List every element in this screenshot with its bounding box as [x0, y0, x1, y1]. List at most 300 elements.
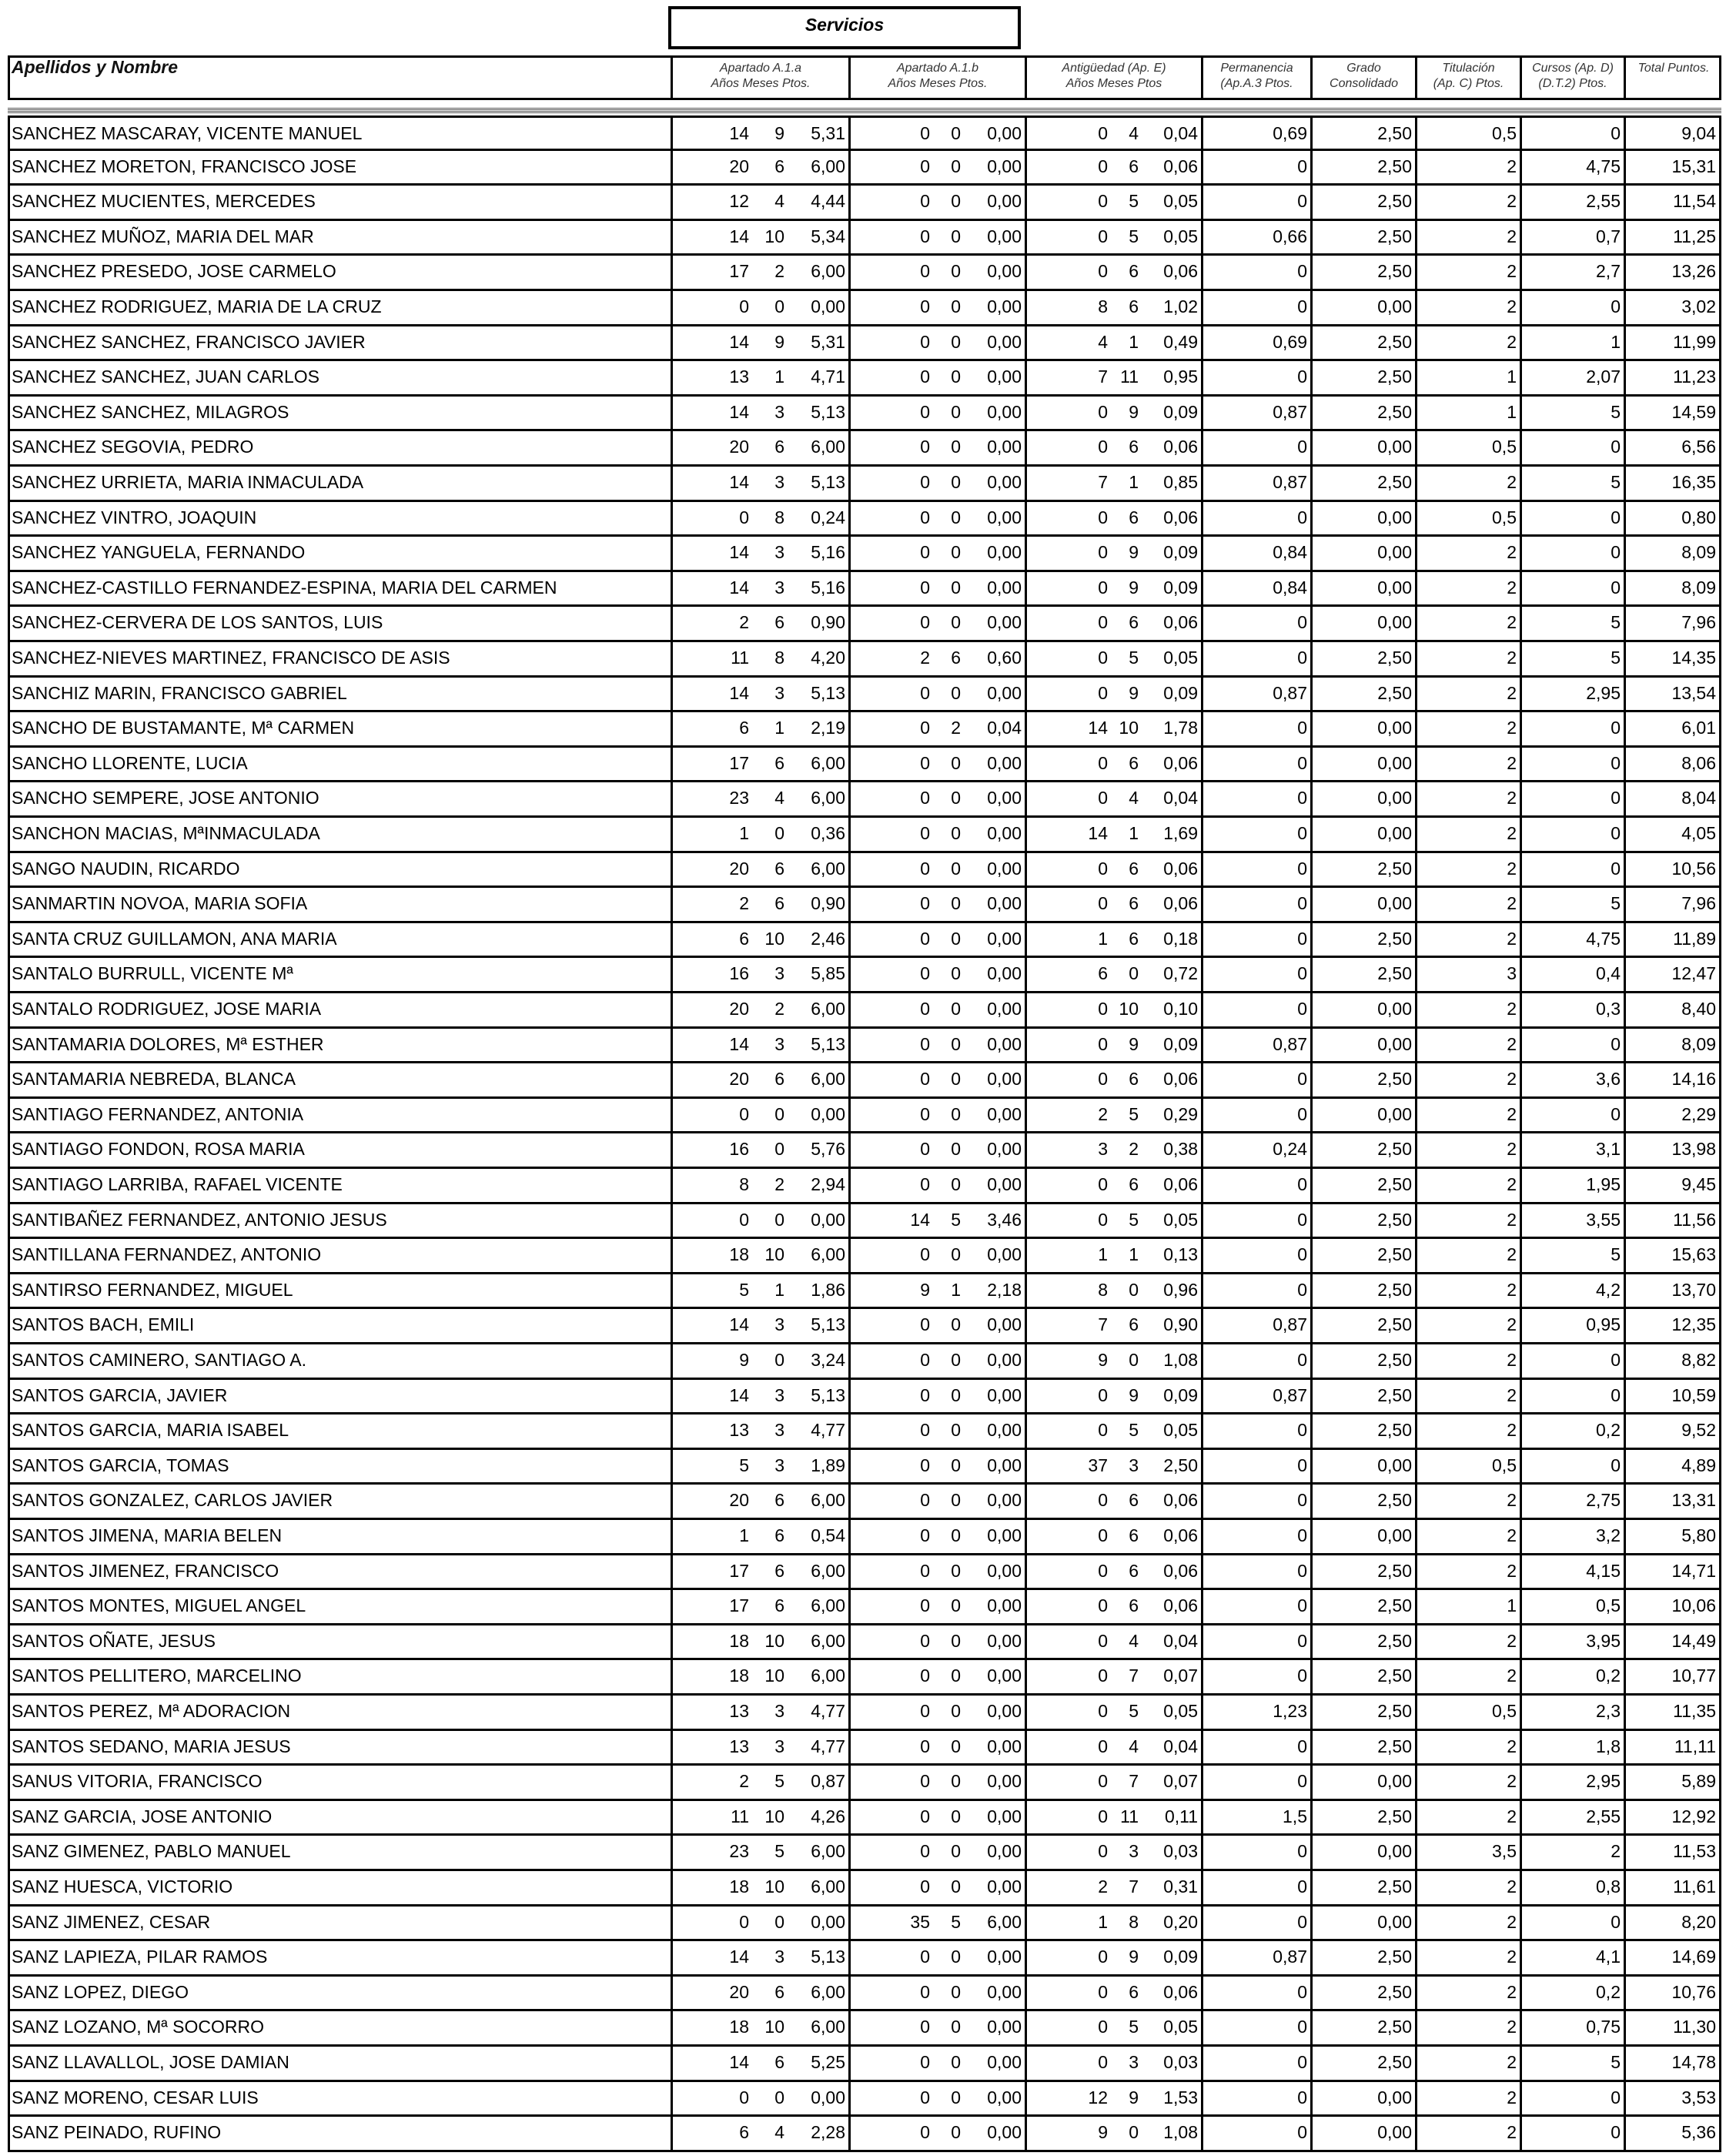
cell-value: 0,2: [1520, 1660, 1624, 1693]
cell-name: SANTIAGO FERNANDEZ, ANTONIA: [12, 1103, 304, 1124]
cell-value: 0,60: [987, 648, 1022, 668]
cell-value: 13: [671, 1731, 752, 1764]
cell-value: 5: [1520, 642, 1624, 675]
cell-value: 3: [1129, 2052, 1139, 2072]
cell-value: 8,40: [1624, 993, 1719, 1026]
cell-value: 0: [951, 1666, 961, 1686]
cell-value: 6: [951, 648, 961, 668]
cell-value: 2: [1415, 1169, 1520, 1202]
cell-value: 9: [1129, 401, 1139, 422]
cell-value: 2: [1415, 1344, 1520, 1378]
cell-value: 0: [1520, 748, 1624, 781]
cell-value: 2: [1415, 2047, 1520, 2080]
cell-value: 14: [848, 1204, 933, 1237]
cell-value: 4: [1129, 788, 1139, 808]
cell-name: SANZ GIMENEZ, PABLO MANUEL: [12, 1841, 291, 1862]
cell-value: 0: [848, 1590, 933, 1623]
cell-value: 0: [1201, 1169, 1310, 1202]
table-row: [8, 888, 1721, 923]
cell-name: SANCHO SEMPERE, JOSE ANTONIO: [12, 788, 319, 808]
cell-value: 0: [671, 502, 752, 535]
cell-name: SANCHEZ VINTRO, JOAQUIN: [12, 507, 257, 527]
cell-value: 10,76: [1624, 1977, 1719, 2010]
cell-value: 0,05: [1163, 1701, 1198, 1721]
cell-value: 20: [671, 431, 752, 464]
cell-value: 0: [1520, 1099, 1624, 1132]
cell-value: 5: [1129, 1209, 1139, 1230]
cell-value: 0,69: [1201, 326, 1310, 360]
cell-value: 0,00: [987, 1560, 1022, 1581]
table-row: [8, 326, 1721, 362]
cell-value: 0,06: [1163, 1174, 1198, 1194]
cell-value: 7: [1129, 1666, 1139, 1686]
table-row: [8, 1099, 1721, 1134]
cell-value: 6: [774, 1490, 784, 1511]
cell-value: 1,23: [1201, 1696, 1310, 1729]
cell-value: 0,00: [987, 999, 1022, 1019]
cell-value: 23: [671, 1836, 752, 1869]
cell-value: 0: [848, 1485, 933, 1518]
cell-value: 0: [1520, 572, 1624, 605]
cell-name: SANUS VITORIA, FRANCISCO: [12, 1771, 263, 1792]
cell-name: SANTA CRUZ GUILLAMON, ANA MARIA: [12, 928, 337, 949]
cell-value: 0,31: [1163, 1876, 1198, 1897]
cell-value: 0,00: [1310, 572, 1415, 605]
cell-value: 0,06: [1163, 156, 1198, 176]
cell-name: SANZ PEINADO, RUFINO: [12, 2122, 222, 2143]
cell-value: 8,82: [1624, 1344, 1719, 1378]
cell-value: 6,00: [811, 752, 845, 773]
cell-value: 6: [671, 923, 752, 956]
cell-value: 0: [848, 607, 933, 640]
cell-value: 2: [1415, 1309, 1520, 1342]
cell-value: 0: [1201, 818, 1310, 851]
table-row: [8, 1169, 1721, 1204]
cell-value: 0,00: [987, 1876, 1022, 1897]
cell-value: 2,50: [1310, 1977, 1415, 2010]
cell-value: 6,00: [811, 1876, 845, 1897]
cell-value: 3: [774, 1455, 784, 1475]
cell-value: 2: [1415, 326, 1520, 360]
cell-value: 0,00: [987, 2087, 1022, 2107]
table-row: [8, 1029, 1721, 1064]
cell-value: 0,06: [1163, 858, 1198, 879]
cell-value: 0,00: [987, 2017, 1022, 2037]
cell-value: 0,00: [987, 542, 1022, 563]
cell-value: 0: [1201, 291, 1310, 324]
cell-value: 0,03: [1163, 2052, 1198, 2072]
cell-value: 2,50: [1310, 2047, 1415, 2080]
cell-value: 0,05: [1163, 191, 1198, 212]
cell-value: 5: [951, 1911, 961, 1932]
cell-value: 4: [774, 2122, 784, 2143]
cell-value: 5: [1520, 888, 1624, 921]
cell-value: 14,16: [1624, 1063, 1719, 1096]
cell-value: 0,00: [1310, 537, 1415, 570]
cell-value: 0: [1025, 678, 1111, 711]
cell-value: 6: [1129, 261, 1139, 282]
table-row: [8, 116, 1721, 151]
cell-value: 0,00: [987, 788, 1022, 808]
cell-value: 0,00: [1310, 607, 1415, 640]
table-row: [8, 958, 1721, 993]
cell-value: 0: [848, 1063, 933, 1096]
cell-value: 0,05: [1163, 1420, 1198, 1441]
cell-value: 0: [1520, 502, 1624, 535]
cell-value: 0,75: [1520, 2011, 1624, 2044]
cell-value: 5: [1129, 1103, 1139, 1124]
cell-value: 5: [1520, 397, 1624, 430]
cell-value: 1: [1025, 923, 1111, 956]
cell-value: 14: [1025, 712, 1111, 745]
cell-value: 3: [774, 577, 784, 598]
table-row: [8, 2082, 1721, 2118]
cell-value: 2,3: [1520, 1696, 1624, 1729]
cell-value: 16: [671, 958, 752, 991]
cell-value: 0: [1520, 2117, 1624, 2150]
cell-value: 11,54: [1624, 186, 1719, 219]
cell-value: 7,96: [1624, 888, 1719, 921]
table-row: [8, 1696, 1721, 1731]
cell-value: 2: [1520, 1836, 1624, 1869]
cell-value: 0: [1025, 1414, 1111, 1448]
cell-value: 6: [774, 1525, 784, 1545]
cell-value: 0,5: [1415, 1696, 1520, 1729]
cell-value: 2,75: [1520, 1485, 1624, 1518]
cell-value: 0: [951, 1350, 961, 1370]
cell-value: 13,54: [1624, 678, 1719, 711]
cell-value: 5,13: [811, 1384, 845, 1405]
cell-value: 5,13: [811, 472, 845, 492]
cell-name: SANTIBAÑEZ FERNANDEZ, ANTONIO JESUS: [12, 1209, 387, 1230]
cell-value: 2: [1415, 1907, 1520, 1940]
cell-value: 0: [951, 1174, 961, 1194]
cell-value: 9,45: [1624, 1169, 1719, 1202]
col-permanencia: Permanencia (Ap.A.3 Ptos.: [1201, 58, 1310, 98]
cell-value: 3: [774, 542, 784, 563]
cell-value: 13,31: [1624, 1485, 1719, 1518]
table-row: [8, 2047, 1721, 2082]
cell-value: 13,98: [1624, 1133, 1719, 1167]
cell-value: 6: [1025, 958, 1111, 991]
cell-value: 2: [1415, 2082, 1520, 2115]
cell-value: 1,95: [1520, 1169, 1624, 1202]
cell-value: 5,34: [811, 226, 845, 246]
cell-value: 1: [774, 1279, 784, 1300]
cell-value: 0: [1201, 1204, 1310, 1237]
cell-value: 2,50: [1310, 1731, 1415, 1764]
table-row: [8, 1274, 1721, 1310]
cell-name: SANTOS BACH, EMILI: [12, 1314, 195, 1335]
cell-value: 5: [1520, 1239, 1624, 1272]
cell-name: SANCHEZ SANCHEZ, MILAGROS: [12, 401, 289, 422]
cell-value: 2: [1415, 572, 1520, 605]
cell-value: 0: [774, 1350, 784, 1370]
cell-value: 4: [1129, 123, 1139, 143]
cell-value: 5,13: [811, 682, 845, 703]
cell-value: 2,50: [1310, 221, 1415, 254]
cell-value: 9: [1129, 682, 1139, 703]
cell-value: 0,66: [1201, 221, 1310, 254]
cell-value: 0,00: [987, 893, 1022, 914]
cell-value: 0,00: [987, 1806, 1022, 1826]
cell-value: 2: [1025, 1099, 1111, 1132]
cell-value: 9: [774, 331, 784, 352]
table-row: [8, 151, 1721, 186]
cell-value: 0: [671, 291, 752, 324]
cell-value: 0,87: [1201, 1309, 1310, 1342]
cell-value: 0: [1520, 782, 1624, 815]
cell-value: 11,35: [1624, 1696, 1719, 1729]
cell-value: 0: [1025, 1696, 1111, 1729]
cell-value: 0,00: [987, 472, 1022, 492]
cell-value: 13,26: [1624, 256, 1719, 289]
cell-value: 6,00: [811, 2017, 845, 2037]
cell-value: 14: [671, 1380, 752, 1413]
cell-value: 0,09: [1163, 542, 1198, 563]
cell-value: 0: [1025, 572, 1111, 605]
cell-name: SANCHIZ MARIN, FRANCISCO GABRIEL: [12, 682, 347, 703]
cell-value: 1: [1025, 1907, 1111, 1940]
cell-value: 0: [1201, 923, 1310, 956]
cell-value: 5,36: [1624, 2117, 1719, 2150]
cell-value: 0: [848, 1414, 933, 1448]
cell-value: 0,00: [987, 963, 1022, 984]
cell-value: 0: [1201, 853, 1310, 886]
cell-value: 2: [848, 642, 933, 675]
cell-value: 14,49: [1624, 1625, 1719, 1659]
cell-value: 6: [1129, 1314, 1139, 1335]
cell-value: 6,00: [811, 1595, 845, 1616]
cell-value: 14: [671, 397, 752, 430]
cell-value: 0: [1201, 712, 1310, 745]
cell-value: 0,00: [1310, 1766, 1415, 1799]
cell-value: 1: [951, 1279, 961, 1300]
cell-value: 4,15: [1520, 1555, 1624, 1589]
cell-value: 0: [1520, 1029, 1624, 1062]
cell-value: 0: [774, 1209, 784, 1230]
cell-value: 0,07: [1163, 1771, 1198, 1792]
cell-value: 0,00: [987, 928, 1022, 949]
cell-value: 0: [1201, 151, 1310, 184]
cell-value: 3,02: [1624, 291, 1719, 324]
cell-value: 11,25: [1624, 221, 1719, 254]
cell-value: 0,00: [987, 296, 1022, 316]
cell-value: 2: [1415, 818, 1520, 851]
cell-value: 0,00: [811, 1103, 845, 1124]
cell-value: 2: [671, 607, 752, 640]
cell-value: 0,00: [1310, 1029, 1415, 1062]
cell-value: 0,00: [1310, 712, 1415, 745]
cell-value: 1: [774, 718, 784, 738]
table-row: [8, 431, 1721, 467]
cell-value: 0,00: [987, 1314, 1022, 1335]
cell-value: 6,00: [811, 156, 845, 176]
cell-value: 7: [1025, 467, 1111, 500]
cell-value: 0: [848, 1133, 933, 1167]
cell-value: 0,00: [987, 191, 1022, 212]
cell-value: 2: [1415, 2117, 1520, 2150]
cell-value: 0: [1201, 361, 1310, 394]
cell-value: 0: [1025, 1625, 1111, 1659]
cell-value: 1: [1129, 472, 1139, 492]
cell-value: 0,00: [987, 1701, 1022, 1721]
cell-value: 11,53: [1624, 1836, 1719, 1869]
cell-value: 0,00: [987, 507, 1022, 527]
cell-value: 2: [1415, 782, 1520, 815]
cell-value: 1,8: [1520, 1731, 1624, 1764]
cell-value: 0,29: [1163, 1103, 1198, 1124]
cell-value: 6,00: [811, 1666, 845, 1686]
cell-value: 0,69: [1201, 118, 1310, 149]
cell-value: 13: [671, 1414, 752, 1448]
cell-value: 0,00: [811, 1209, 845, 1230]
cell-value: 1: [1129, 331, 1139, 352]
cell-value: 0,84: [1201, 572, 1310, 605]
cell-value: 37: [1025, 1450, 1111, 1483]
cell-value: 2,46: [811, 928, 845, 949]
cell-value: 10: [764, 226, 784, 246]
table-row: [8, 1590, 1721, 1625]
double-rule-divider: [8, 108, 1721, 114]
cell-value: 8: [1025, 291, 1111, 324]
cell-value: 11,56: [1624, 1204, 1719, 1237]
cell-value: 11,89: [1624, 923, 1719, 956]
cell-value: 0: [848, 2011, 933, 2044]
cell-value: 0: [1520, 1907, 1624, 1940]
cell-value: 0,85: [1163, 472, 1198, 492]
cell-value: 4: [1129, 1736, 1139, 1756]
cell-value: 0: [848, 1801, 933, 1834]
cell-value: 0: [848, 537, 933, 570]
cell-value: 2: [1415, 1977, 1520, 2010]
cell-value: 0: [848, 1450, 933, 1483]
cell-value: 0: [1520, 431, 1624, 464]
cell-value: 0,10: [1163, 999, 1198, 1019]
cell-value: 0: [1201, 1660, 1310, 1693]
cell-value: 2,50: [1310, 1063, 1415, 1096]
table-row: [8, 993, 1721, 1029]
cell-value: 0: [951, 1069, 961, 1090]
cell-value: 0,00: [987, 261, 1022, 282]
cell-value: 2,50: [1310, 326, 1415, 360]
cell-name: SANCHEZ YANGUELA, FERNANDO: [12, 542, 306, 563]
table-row: [8, 1977, 1721, 2012]
cell-value: 0: [951, 928, 961, 949]
cell-value: 4,26: [811, 1806, 845, 1826]
cell-value: 2,50: [1310, 361, 1415, 394]
cell-value: 20: [671, 1977, 752, 2010]
cell-value: 0: [1201, 1766, 1310, 1799]
cell-value: 0: [848, 467, 933, 500]
cell-value: 3,5: [1415, 1836, 1520, 1869]
cell-value: 0,06: [1163, 1069, 1198, 1090]
cell-value: 12: [1025, 2082, 1111, 2115]
cell-value: 3: [1129, 1841, 1139, 1862]
cell-value: 0: [951, 401, 961, 422]
cell-value: 0,09: [1163, 401, 1198, 422]
cell-value: 0: [848, 151, 933, 184]
cell-value: 0,00: [987, 1384, 1022, 1405]
cell-value: 4,71: [811, 367, 845, 387]
cell-value: 0: [1520, 2082, 1624, 2115]
cell-value: 0,24: [1201, 1133, 1310, 1167]
cell-name: SANTALO BURRULL, VICENTE Mª: [12, 963, 293, 984]
cell-name: SANCHEZ MUCIENTES, MERCEDES: [12, 191, 316, 212]
cell-value: 0,72: [1163, 963, 1198, 984]
cell-value: 11: [1120, 367, 1139, 387]
cell-value: 6: [671, 712, 752, 745]
cell-name: SANCHEZ RODRIGUEZ, MARIA DE LA CRUZ: [12, 296, 382, 316]
cell-value: 14: [671, 2047, 752, 2080]
table-row: [8, 607, 1721, 642]
cell-value: 3: [774, 1420, 784, 1441]
cell-value: 9: [774, 123, 784, 143]
cell-value: 6: [1129, 156, 1139, 176]
col-antiguedad: Antigüedad (Ap. E) Años Meses Ptos: [1025, 58, 1201, 98]
cell-value: 0: [951, 1244, 961, 1265]
cell-value: 5: [774, 1771, 784, 1792]
cell-value: 0: [848, 118, 933, 149]
cell-value: 2: [1415, 1941, 1520, 1974]
cell-value: 2,18: [987, 1279, 1022, 1300]
cell-value: 2,50: [1310, 958, 1415, 991]
cell-value: 0,5: [1520, 1590, 1624, 1623]
cell-value: 0: [671, 1907, 752, 1940]
cell-value: 5: [1129, 1701, 1139, 1721]
table-row: [8, 397, 1721, 432]
cell-value: 6: [774, 437, 784, 457]
cell-value: 0,00: [1310, 748, 1415, 781]
cell-value: 2: [1415, 923, 1520, 956]
cell-value: 2: [1415, 1485, 1520, 1518]
cell-value: 17: [671, 256, 752, 289]
cell-value: 14: [1025, 818, 1111, 851]
cell-value: 2: [951, 718, 961, 738]
cell-value: 4: [1129, 1630, 1139, 1651]
cell-value: 0: [1520, 818, 1624, 851]
cell-value: 0: [1201, 1450, 1310, 1483]
table-row: [8, 1907, 1721, 1942]
cell-name: SANCHEZ-CASTILLO FERNANDEZ-ESPINA, MARIA DEL CARMEN: [12, 577, 557, 598]
cell-value: 2: [1415, 221, 1520, 254]
cell-value: 0: [951, 1420, 961, 1441]
cell-value: 10: [764, 1876, 784, 1897]
cell-value: 2: [1415, 537, 1520, 570]
cell-value: 2,50: [1163, 1455, 1198, 1475]
servicios-heading: Servicios: [668, 6, 1021, 49]
cell-value: 2,19: [811, 718, 845, 738]
cell-value: 0,87: [1201, 1380, 1310, 1413]
cell-value: 0: [848, 2117, 933, 2150]
cell-value: 6: [1129, 858, 1139, 879]
cell-value: 0,00: [987, 156, 1022, 176]
table-row: [8, 1380, 1721, 1415]
cell-value: 0,00: [1310, 291, 1415, 324]
cell-value: 0,00: [987, 682, 1022, 703]
cell-value: 5: [1520, 607, 1624, 640]
table-row: [8, 361, 1721, 397]
cell-value: 0: [1201, 1344, 1310, 1378]
cell-value: 2,07: [1520, 361, 1624, 394]
cell-value: 1: [1129, 1244, 1139, 1265]
cell-value: 4,77: [811, 1736, 845, 1756]
cell-value: 3: [1415, 958, 1520, 991]
cell-value: 12,92: [1624, 1801, 1719, 1834]
cell-value: 6,00: [811, 1069, 845, 1090]
cell-value: 16,35: [1624, 467, 1719, 500]
cell-value: 4,44: [811, 191, 845, 212]
